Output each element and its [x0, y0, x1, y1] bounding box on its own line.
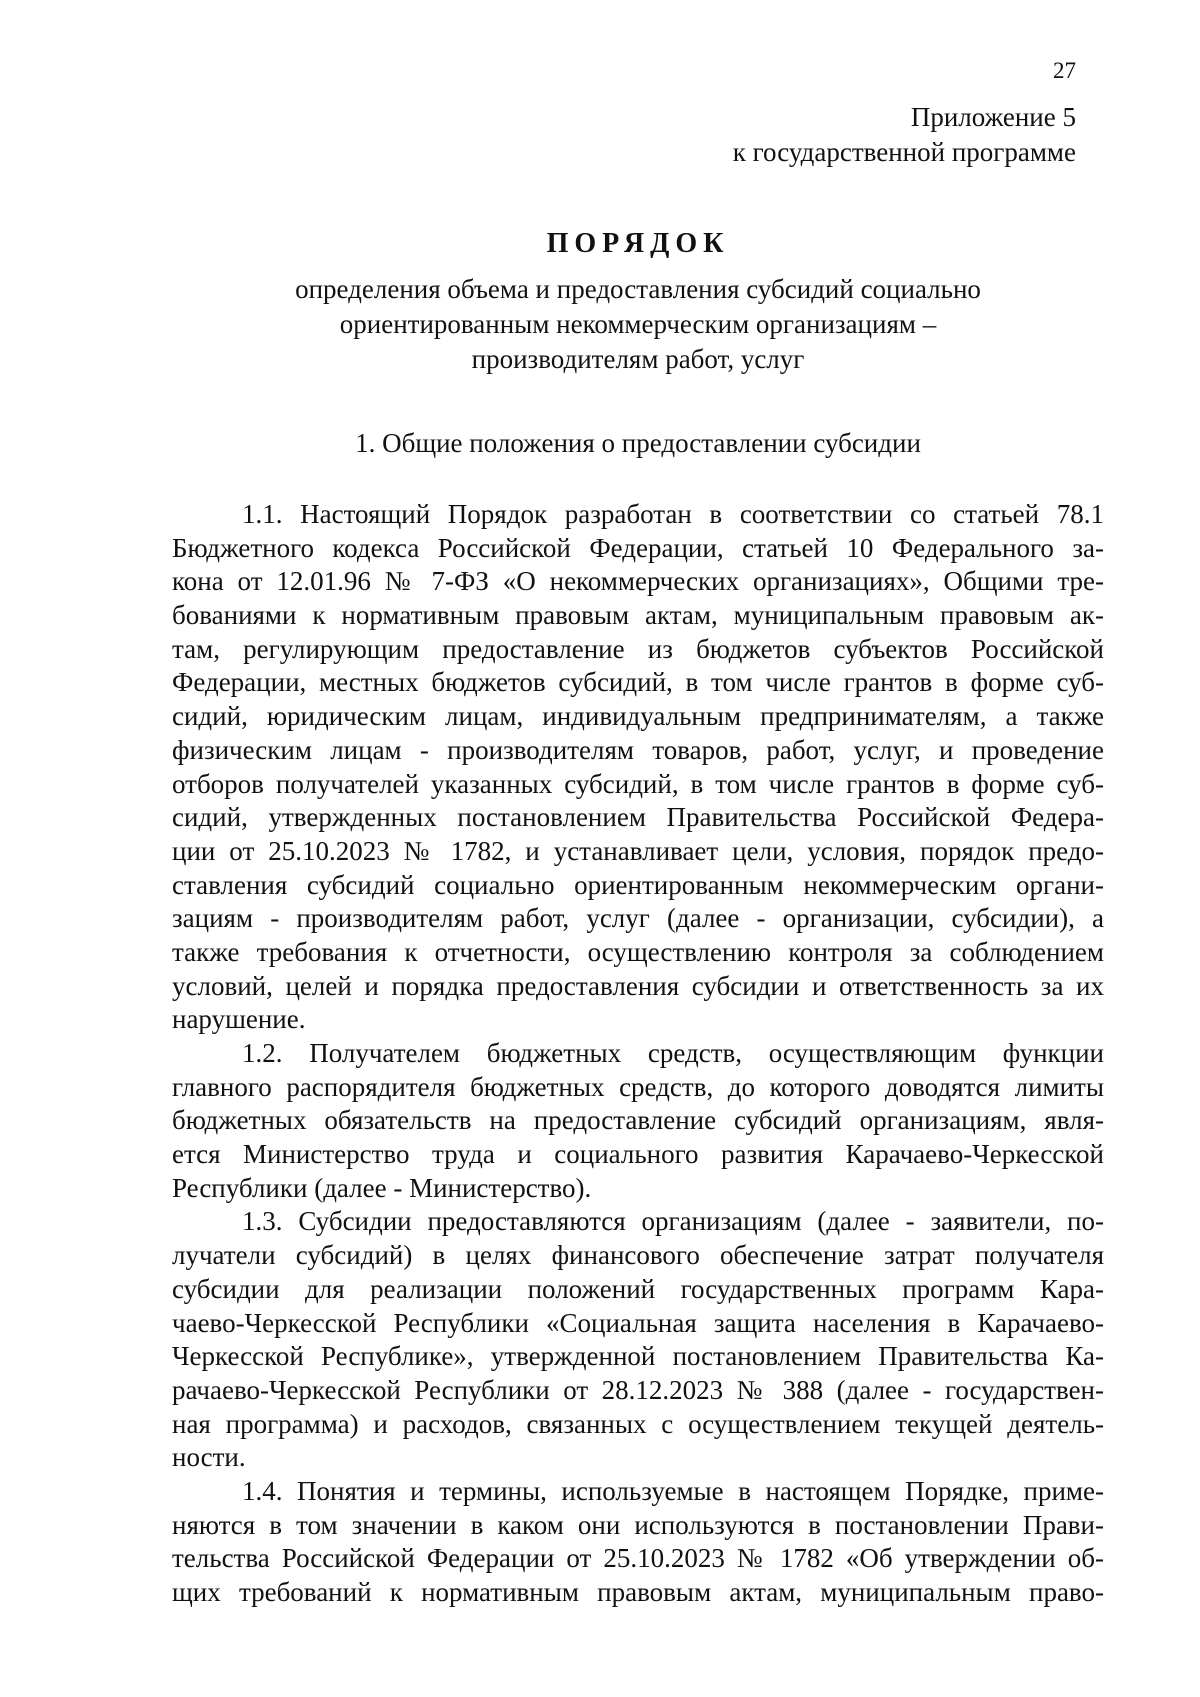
paragraph-line: ется Министерство труда и социального развития Карачаево-Черкесской — [172, 1139, 1104, 1170]
paragraph-line: условий, целей и порядка предоставления субсидии и ответственность за их — [172, 970, 1104, 1001]
paragraph — [172, 1037, 1104, 1205]
paragraph-line: чаево-Черкесской Республики «Социальная защита населения в Карачаево- — [172, 1307, 1104, 1338]
paragraph-line: ная программа) и расходов, связанных с осуществлением текущей деятель- — [172, 1408, 1104, 1439]
paragraph-line: отборов получателей указанных субсидий, в том числе грантов в форме суб- — [172, 768, 1104, 799]
appendix-reference — [733, 100, 1076, 170]
paragraph-line: няются в том значении в каком они используются в постановлении Прави- — [172, 1509, 1104, 1540]
paragraph-line: лучатели субсидий) в целях финансового обеспечение затрат получателя — [172, 1240, 1104, 1271]
paragraph-line: ставления субсидий социально ориентированным некоммерческим органи- — [172, 869, 1104, 900]
paragraph-line: Бюджетного кодекса Российской Федерации, статьей 10 Федерального за- — [172, 532, 1104, 563]
paragraph-line: там, регулирующим предоставление из бюджетов субъектов Российской — [172, 633, 1104, 664]
paragraph-line: 1.2. Получателем бюджетных средств, осуществляющим функции — [242, 1038, 1104, 1068]
paragraph-line: ции от 25.10.2023 № 1782, и устанавливает цели, условия, порядок предо- — [172, 835, 1104, 866]
paragraph-line: рачаево-Черкесской Республики от 28.12.2023 № 388 (далее - государствен- — [172, 1374, 1104, 1405]
page-number: 27 — [1053, 58, 1076, 83]
appendix-line: к государственной программе — [732, 137, 1076, 167]
subtitle-line: производителям работ, услуг — [471, 344, 805, 374]
document-subtitle — [0, 272, 1200, 377]
subtitle-line: определения объема и предоставления субсидий социально — [295, 274, 981, 304]
paragraph-line: ности. — [172, 1442, 246, 1473]
paragraph-line: также требования к отчетности, осуществлению контроля за соблюдением — [172, 936, 1104, 967]
paragraph — [172, 1205, 1104, 1475]
paragraph-line: бюджетных обязательств на предоставление субсидий организациям, явля- — [172, 1105, 1104, 1136]
paragraph-line: кона от 12.01.96 № 7-ФЗ «О некоммерческих организациях», Общими тре- — [172, 566, 1104, 597]
paragraph-line: Федерации, местных бюджетов субсидий, в том числе грантов в форме суб- — [172, 667, 1104, 698]
section-heading: 1. Общие положения о предоставлении субсидии — [355, 428, 921, 458]
paragraph-line: зациям - производителям работ, услуг (далее - организации, субсидии), а — [172, 903, 1104, 934]
appendix-line: Приложение 5 — [910, 102, 1076, 132]
paragraph-line: субсидии для реализации положений государственных программ Кара- — [172, 1273, 1104, 1304]
paragraph-line: нарушение. — [172, 1004, 306, 1035]
paragraph-line: 1.3. Субсидии предоставляются организациям (далее - заявители, по- — [242, 1206, 1104, 1237]
paragraph-line: Черкесской Республике», утвержденной постановлением Правительства Ка- — [172, 1341, 1104, 1372]
paragraph-line: сидий, утвержденных постановлением Правительства Российской Федера- — [172, 802, 1104, 833]
paragraph — [172, 1475, 1104, 1610]
paragraph-line: Республики (далее - Министерство). — [172, 1172, 592, 1203]
paragraph-line: бованиями к нормативным правовым актам, муниципальным правовым ак- — [172, 600, 1104, 631]
paragraph-line: главного распорядителя бюджетных средств, до которого доводятся лимиты — [172, 1071, 1104, 1102]
paragraph-line: физическим лицам - производителям товаров, работ, услуг, и проведение — [172, 734, 1104, 765]
paragraph — [172, 498, 1104, 1037]
paragraph-line: 1.1. Настоящий Порядок разработан в соответствии со статьей 78.1 — [242, 499, 1104, 529]
subtitle-line: ориентированным некоммерческим организациям – — [339, 309, 937, 339]
paragraph-line: тельства Российской Федерации от 25.10.2023 № 1782 «Об утверждении об- — [172, 1543, 1104, 1574]
paragraph-line: щих требований к нормативным правовым актам, муниципальным право- — [172, 1577, 1104, 1607]
paragraph-line: 1.4. Понятия и термины, используемые в настоящем Порядке, приме- — [242, 1475, 1104, 1506]
body-text — [172, 498, 1104, 1610]
paragraph-line: сидий, юридическим лицам, индивидуальным предпринимателям, а также — [172, 701, 1104, 732]
document-title: ПОРЯДОК — [546, 228, 730, 259]
